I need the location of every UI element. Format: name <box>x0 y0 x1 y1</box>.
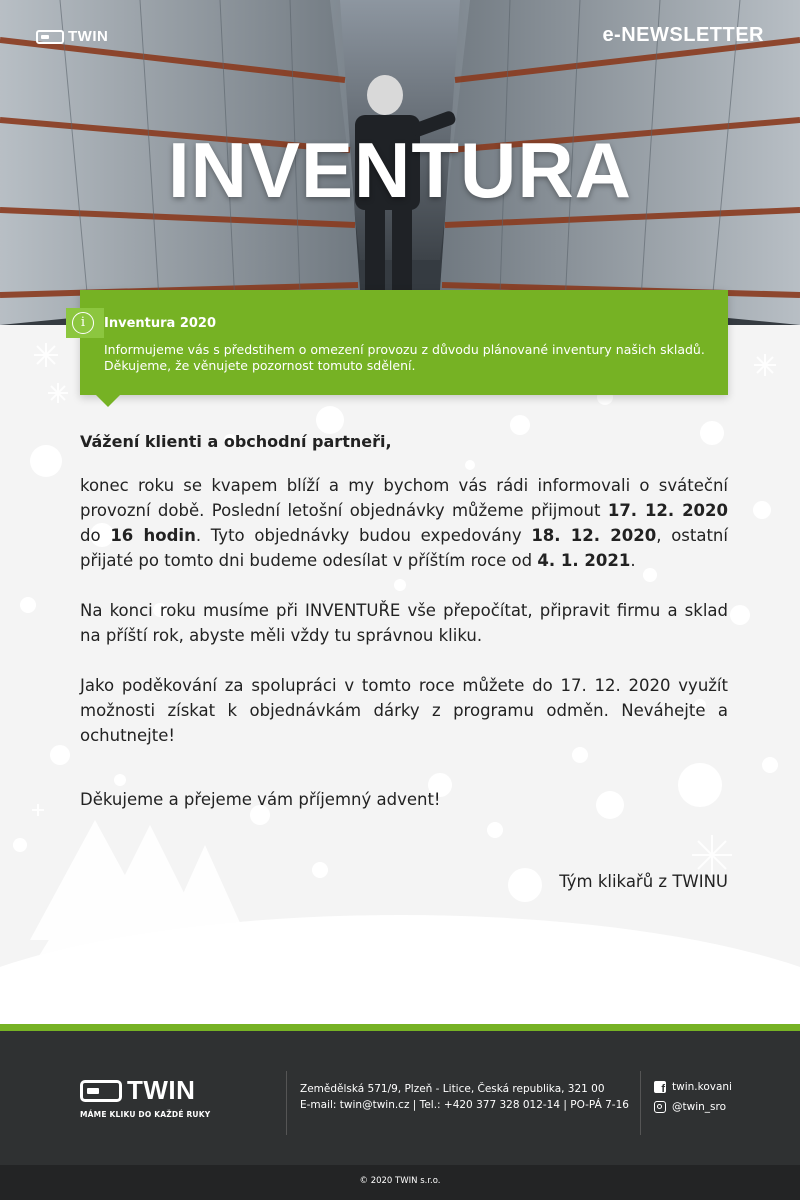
twin-logo[interactable] <box>36 28 108 45</box>
footer-contact[interactable]: E-mail: twin@twin.cz | Tel.: +420 377 328 012-14 | PO-PÁ 7-16 <box>300 1099 629 1111</box>
footer <box>0 1031 800 1165</box>
footer-logo[interactable] <box>80 1075 210 1119</box>
letter-body <box>80 432 728 773</box>
hero-title: INVENTURA <box>167 126 632 214</box>
text-fragment: do <box>80 526 111 545</box>
text-fragment: konec roku se kvapem blíží a my bychom vás rádi informovali o sváteční provozní době. Poslední letošní objednávky můžeme přijmout <box>80 476 728 520</box>
twin-logo-mark-icon <box>36 30 64 44</box>
twin-logo-text: TWIN <box>68 28 109 45</box>
text-fragment: . Tyto objednávky budou expedovány <box>195 526 532 545</box>
info-title: Inventura 2020 <box>104 316 216 331</box>
footer-social <box>640 1071 732 1135</box>
info-box <box>80 290 728 395</box>
footer-tagline: MÁME KLIKU DO KAŽDÉ RUKY <box>80 1110 211 1119</box>
twin-logo-mark-icon <box>80 1080 122 1102</box>
dispatch-date: 18. 12. 2020 <box>531 526 657 545</box>
facebook-handle: twin.kovani <box>672 1081 732 1093</box>
paragraph-inventory: Na konci roku musíme při INVENTUŘE vše přepočítat, připravit firmu a sklad na příští rok, abyste měli vždy tu správnou kliku. <box>80 601 728 645</box>
paragraph-rewards: Jako poděkování za spolupráci v tomto roce můžete do 17. 12. 2020 využít možnosti získat k objednávkám dárky z programu odměn. Neváhejte a ochutnejte! <box>80 676 728 745</box>
footer-address: Zemědělská 571/9, Plzeň - Litice, Česká republika, 321 00 <box>300 1083 605 1095</box>
last-order-date: 17. 12. 2020 <box>607 501 728 520</box>
instagram-icon <box>654 1101 666 1113</box>
paragraph-schedule <box>80 473 728 573</box>
instagram-link[interactable] <box>654 1097 732 1117</box>
text-fragment: , ostatní přijaté po tomto dni budeme odesílat v příštím roce od <box>80 526 728 570</box>
footer-logo-text: TWIN <box>127 1075 196 1105</box>
instagram-handle: @twin_sro <box>672 1101 727 1113</box>
footer-accent-line <box>0 1024 800 1031</box>
newsletter-label: e-NEWSLETTER <box>602 24 764 46</box>
hero-banner <box>0 0 800 325</box>
last-order-time: 16 hodin <box>110 526 196 545</box>
info-text: Informujeme vás s předstihem o omezení provozu z důvodu plánované inventury našich skladů. Děkujeme, že věnujete pozornost tomuto sdělení. <box>104 342 705 373</box>
resume-date: 4. 1. 2021 <box>537 551 631 570</box>
facebook-icon <box>654 1081 666 1093</box>
signature: Tým klikařů z TWINU <box>559 872 728 891</box>
closing-wish: Děkujeme a přejeme vám příjemný advent! <box>80 790 441 809</box>
copyright: © 2020 TWIN s.r.o. <box>0 1165 800 1200</box>
facebook-link[interactable] <box>654 1077 732 1097</box>
greeting: Vážení klienti a obchodní partneři, <box>80 432 392 451</box>
text-fragment: . <box>630 551 636 570</box>
footer-address-block <box>286 1071 629 1135</box>
info-icon: i <box>72 312 94 334</box>
